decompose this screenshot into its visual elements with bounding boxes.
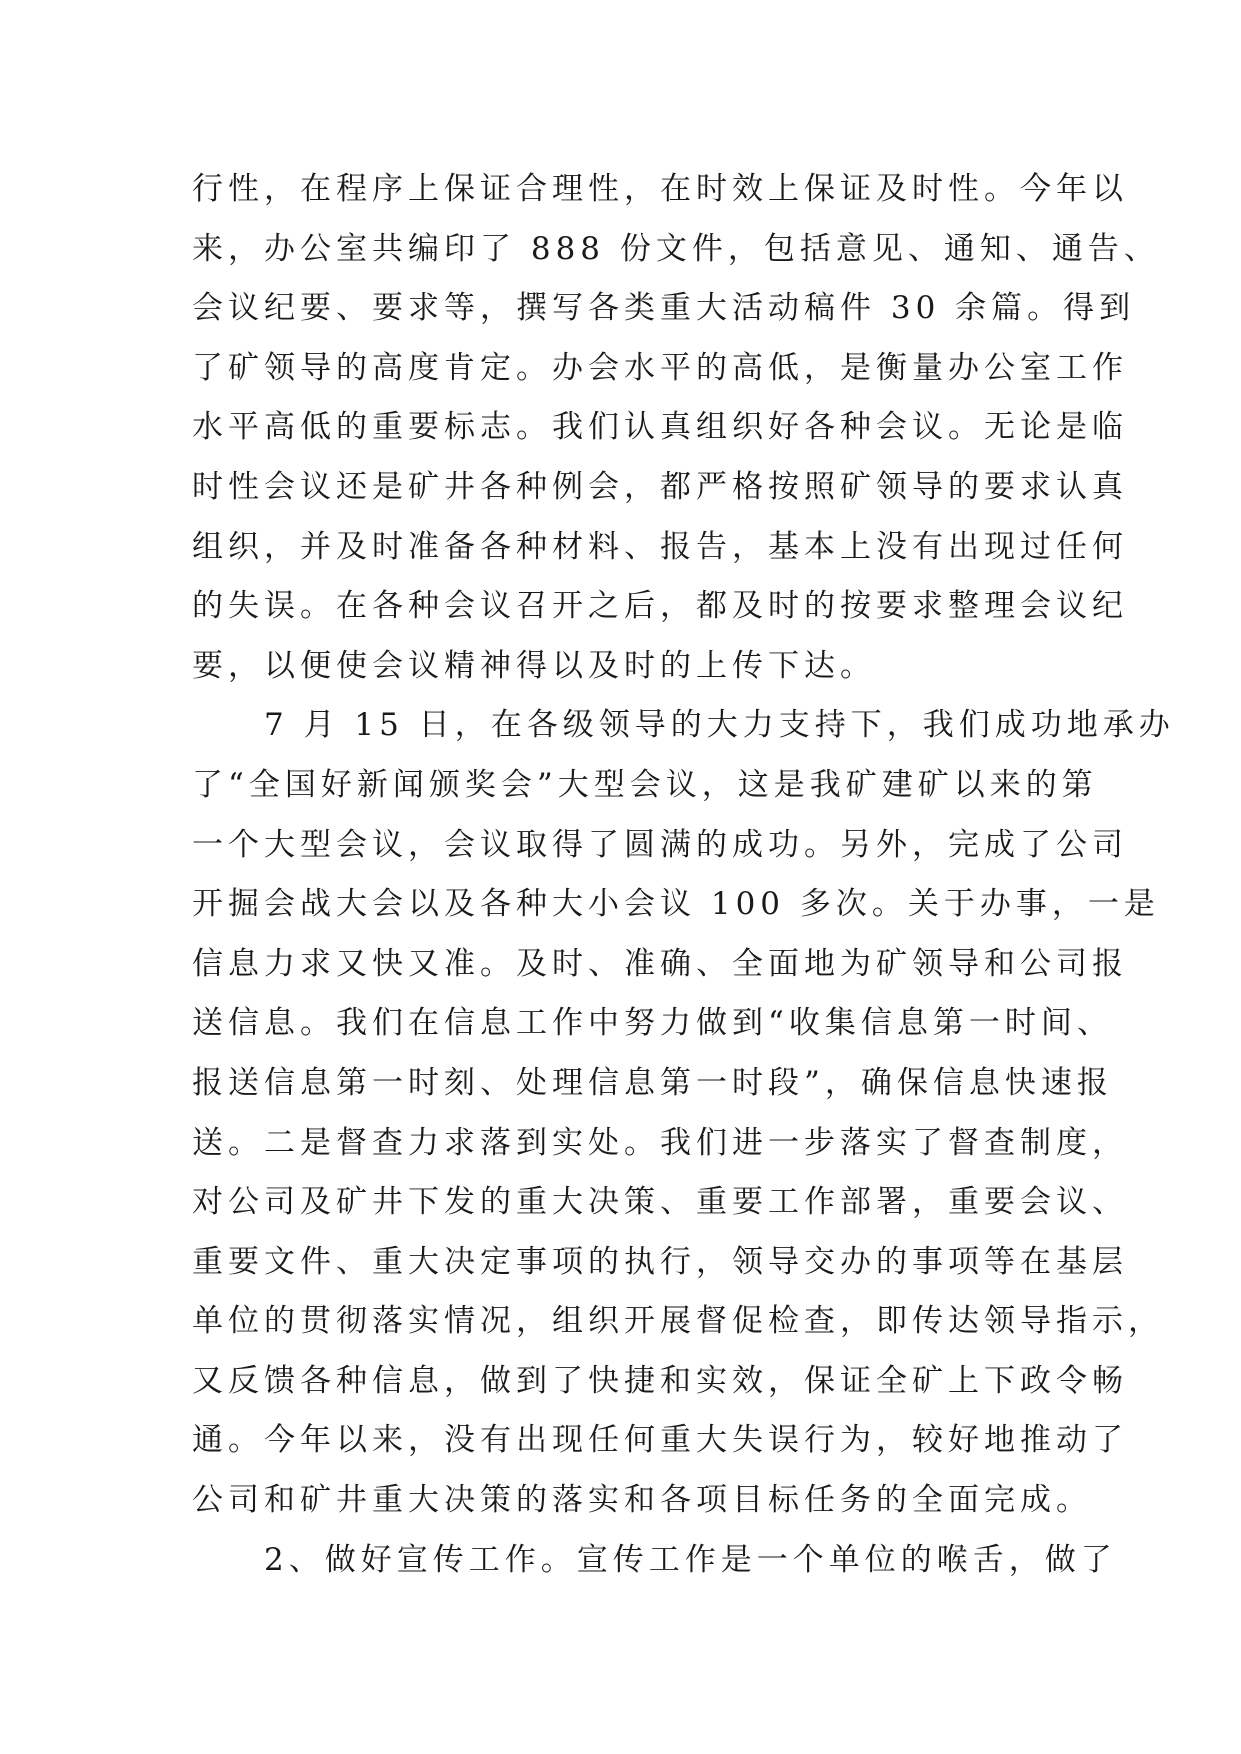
text-line-13: 开掘会战大会以及各种大小会议 100 多次。关于办事，一是: [192, 886, 1160, 923]
text-line-14: 信息力求又快又准。及时、准确、全面地为矿领导和公司报: [192, 945, 1128, 982]
text-line-23: 公司和矿井重大决策的落实和各项目标任务的全面完成。: [192, 1482, 1092, 1519]
text-line-4: 了矿领导的高度肯定。办会水平的高低，是衡量办公室工作: [192, 349, 1128, 386]
text-line-10: 7 月 15 日，在各级领导的大力支持下，我们成功地承办: [192, 707, 1175, 744]
text-line-15: 送信息。我们在信息工作中努力做到“收集信息第一时间、: [192, 1005, 1113, 1042]
text-line-19: 重要文件、重大决定事项的执行，领导交办的事项等在基层: [192, 1243, 1128, 1280]
body-text: [192, 160, 1175, 1590]
text-line-16: 报送信息第一时刻、处理信息第一时段”，确保信息快速报: [192, 1064, 1113, 1101]
text-line-11: 了“全国好新闻颁奖会”大型会议，这是我矿建矿以来的第: [192, 766, 1098, 803]
text-line-24: 2、做好宣传工作。宣传工作是一个单位的喉舌，做了: [192, 1541, 1117, 1578]
text-line-8: 的失误。在各种会议召开之后，都及时的按要求整理会议纪: [192, 588, 1128, 625]
text-line-1: 行性，在程序上保证合理性，在时效上保证及时性。今年以: [192, 171, 1128, 207]
text-line-20: 单位的贯彻落实情况，组织开展督促检查，即传达领导指示，: [192, 1303, 1164, 1340]
text-line-17: 送。二是督查力求落到实处。我们进一步落实了督查制度，: [192, 1124, 1128, 1161]
text-line-2: 来，办公室共编印了 888 份文件，包括意见、通知、通告、: [192, 230, 1160, 267]
text-line-6: 时性会议还是矿井各种例会，都严格按照矿领导的要求认真: [192, 468, 1128, 505]
text-line-12: 一个大型会议，会议取得了圆满的成功。另外，完成了公司: [192, 826, 1128, 863]
text-line-9: 要，以便使会议精神得以及时的上传下达。: [192, 647, 876, 684]
text-line-7: 组织，并及时准备各种材料、报告，基本上没有出现过任何: [192, 528, 1128, 565]
text-line-5: 水平高低的重要标志。我们认真组织好各种会议。无论是临: [192, 409, 1128, 446]
text-line-21: 又反馈各种信息，做到了快捷和实效，保证全矿上下政令畅: [192, 1362, 1128, 1399]
text-line-18: 对公司及矿井下发的重大决策、重要工作部署，重要会议、: [192, 1184, 1128, 1221]
text-line-3: 会议纪要、要求等，撰写各类重大活动稿件 30 余篇。得到: [192, 290, 1136, 327]
text-line-22: 通。今年以来，没有出现任何重大失误行为，较好地推动了: [192, 1422, 1128, 1459]
